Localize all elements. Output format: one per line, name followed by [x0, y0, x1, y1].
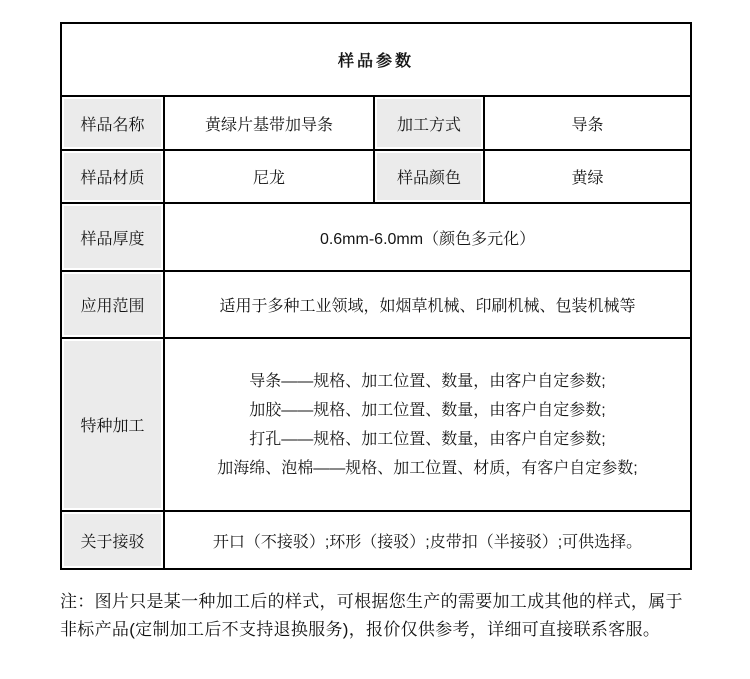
processing-method-label: 加工方式	[374, 96, 484, 150]
table-title-row	[61, 23, 691, 96]
footnote-line-2: 非标产品(定制加工后不支持退换服务)，报价仅供参考，详细可直接联系客服。	[60, 620, 661, 639]
sample-color-label: 样品颜色	[374, 150, 484, 203]
special-processing-value	[164, 338, 691, 511]
table-row-name	[61, 96, 691, 150]
table-title: 样品参数	[61, 23, 691, 96]
application-range-value: 适用于多种工业领域，如烟草机械、印刷机械、包装机械等	[164, 271, 691, 338]
sample-color-value: 黄绿	[484, 150, 691, 203]
splice-value: 开口（不接驳）;环形（接驳）;皮带扣（半接驳）;可供选择。	[164, 511, 691, 569]
splice-label: 关于接驳	[61, 511, 164, 569]
sample-name-value: 黄绿片基带加导条	[164, 96, 374, 150]
sample-parameters-table	[60, 22, 692, 570]
footnote	[60, 588, 700, 644]
special-processing-line-1: 导条——规格、加工位置、数量，由客户自定参数;	[249, 372, 606, 390]
application-range-label: 应用范围	[61, 271, 164, 338]
table-row-special-processing	[61, 338, 691, 511]
table-row-application	[61, 271, 691, 338]
special-processing-line-4: 加海绵、泡棉——规格、加工位置、材质，有客户自定参数;	[217, 459, 638, 477]
table-row-material	[61, 150, 691, 203]
table-row-splice	[61, 511, 691, 569]
sample-material-label: 样品材质	[61, 150, 164, 203]
sample-material-value: 尼龙	[164, 150, 374, 203]
special-processing-line-3: 打孔——规格、加工位置、数量，由客户自定参数;	[249, 430, 606, 448]
special-processing-line-2: 加胶——规格、加工位置、数量，由客户自定参数;	[249, 401, 606, 419]
processing-method-value: 导条	[484, 96, 691, 150]
table-row-thickness	[61, 203, 691, 271]
special-processing-label: 特种加工	[61, 338, 164, 511]
sample-thickness-value: 0.6mm-6.0mm（颜色多元化）	[164, 203, 691, 271]
sample-name-label: 样品名称	[61, 96, 164, 150]
sample-thickness-label: 样品厚度	[61, 203, 164, 271]
footnote-line-1: 注：图片只是某一种加工后的样式，可根据您生产的需要加工成其他的样式，属于	[60, 592, 683, 611]
